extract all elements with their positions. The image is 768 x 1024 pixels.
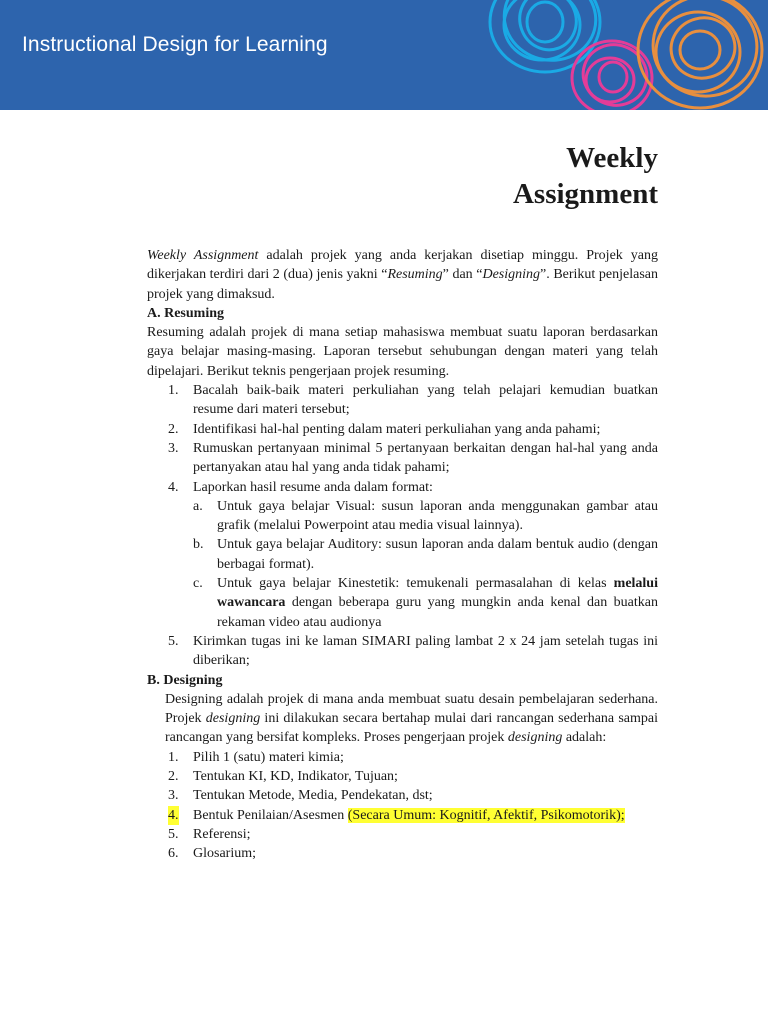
section-b-heading: B. Designing (147, 672, 223, 688)
list-number: 2. (168, 421, 179, 437)
title-line-1: Weekly (566, 142, 658, 174)
section-b-paragraph (147, 690, 658, 748)
section-b-term-2: designing (507, 730, 563, 746)
section-b-term-1: designing (205, 711, 261, 727)
sublist-text: Untuk gaya belajar Kinestetik: temukenali permasalahan di kelas (217, 576, 614, 592)
intro-paragraph (147, 246, 658, 304)
list-item (147, 825, 658, 844)
list-text: Kirimkan tugas ini ke laman SIMARI paling lambat 2 x 24 jam setelah tugas ini diberikan; (193, 633, 658, 669)
list-text: Bentuk Penilaian/Asesmen (193, 807, 348, 823)
list-text: Referensi; (193, 826, 251, 842)
document-body (147, 246, 658, 864)
resuming-steps (147, 381, 658, 497)
sublist-bold-text: melalui wawancara (217, 576, 658, 611)
title-line-2: Assignment (512, 178, 658, 210)
sublist-text-end: dengan beberapa guru yang mungkin anda kenal dan buatkan rekaman video atau audionya (217, 595, 658, 630)
section-b-text-1: Designing adalah projek di mana anda membuat suatu desain pembelajaran sederhana. Projek (165, 691, 658, 727)
header-banner (0, 0, 768, 110)
list-text: Rumuskan pertanyaan minimal 5 pertanyaan berkaitan dengan hal-hal yang anda pertanyakan atau hal yang anda tidak pahami; (193, 440, 658, 476)
sublist-item (147, 535, 658, 574)
list-item (147, 478, 658, 497)
list-number: 3. (168, 440, 179, 456)
list-number: 1. (168, 749, 179, 765)
list-number: 1. (168, 383, 179, 399)
list-number: 3. (168, 788, 179, 804)
list-text: Laporkan hasil resume anda dalam format: (193, 479, 433, 495)
list-number: 4. (168, 479, 179, 495)
intro-text-3: ”. Berikut penjelasan projek yang dimaksud. (147, 267, 658, 302)
designing-steps (147, 748, 658, 864)
list-item (147, 439, 658, 478)
list-item (147, 748, 658, 767)
list-text: Pilih 1 (satu) materi kimia; (193, 749, 344, 765)
list-text: Identifikasi hal-hal penting dalam materi perkuliahan yang anda pahami; (193, 421, 601, 437)
sublist-item (147, 574, 658, 632)
section-b-text-2: ini dilakukan secara bertahap mulai dari rancangan sederhana sampai rancangan yang bersifat kompleks. Proses pengerjaan projek (165, 711, 658, 746)
list-number: 2. (168, 769, 179, 785)
intro-text-2: ” dan “ (442, 267, 483, 283)
list-number: 5. (168, 826, 179, 842)
intro-term: Weekly Assignment (147, 248, 259, 263)
format-sublist (147, 497, 658, 632)
intro-designing: Designing (482, 267, 541, 283)
section-b-text-3: adalah: (562, 730, 607, 746)
list-item (147, 381, 658, 420)
page-title (513, 140, 658, 212)
list-number: 5. (168, 633, 179, 649)
section-a-paragraph: Resuming adalah projek di mana setiap mahasiswa membuat suatu laporan berdasarkan gaya belajar masing-masing. Laporan tersebut sehubungan dengan materi yang telah dipelajari. Berikut teknis pengerjaan projek resuming. (147, 325, 658, 379)
sublist-text: Untuk gaya belajar Visual: susun laporan anda menggunakan gambar atau grafik (melalui Powerpoint atau media visual lainnya). (217, 498, 658, 534)
intro-resuming: Resuming (387, 267, 443, 283)
list-item (147, 420, 658, 439)
list-item (147, 767, 658, 786)
list-text: Glosarium; (193, 846, 256, 862)
sublist-letter: a. (193, 498, 203, 514)
list-item (147, 786, 658, 805)
list-item (147, 806, 658, 825)
list-text: Tentukan KI, KD, Indikator, Tujuan; (193, 769, 398, 785)
list-item (147, 844, 658, 863)
list-text: Bacalah baik-baik materi perkuliahan yang telah pelajari kemudian buatkan resume dari materi tersebut; (193, 383, 658, 418)
sublist-letter: b. (193, 537, 204, 553)
sublist-letter: c. (193, 576, 203, 592)
list-number-highlighted: 4. (168, 806, 179, 825)
list-number: 6. (168, 846, 179, 862)
list-item (147, 632, 658, 671)
intro-text-1: adalah projek yang anda kerjakan disetiap minggu. Projek yang dikerjakan terdiri dari 2 (dua) jenis yakni “ (147, 248, 658, 283)
list-text: Tentukan Metode, Media, Pendekatan, dst; (193, 788, 433, 804)
resuming-steps-continued (147, 632, 658, 671)
highlighted-text: (Secara Umum: Kognitif, Afektif, Psikomotorik); (347, 807, 625, 823)
sublist-item (147, 497, 658, 536)
banner-title: Instructional Design for Learning (22, 33, 328, 56)
sublist-text: Untuk gaya belajar Auditory: susun laporan anda dalam bentuk audio (dengan berbagai format). (217, 537, 658, 572)
section-a-heading: A. Resuming (147, 305, 225, 321)
